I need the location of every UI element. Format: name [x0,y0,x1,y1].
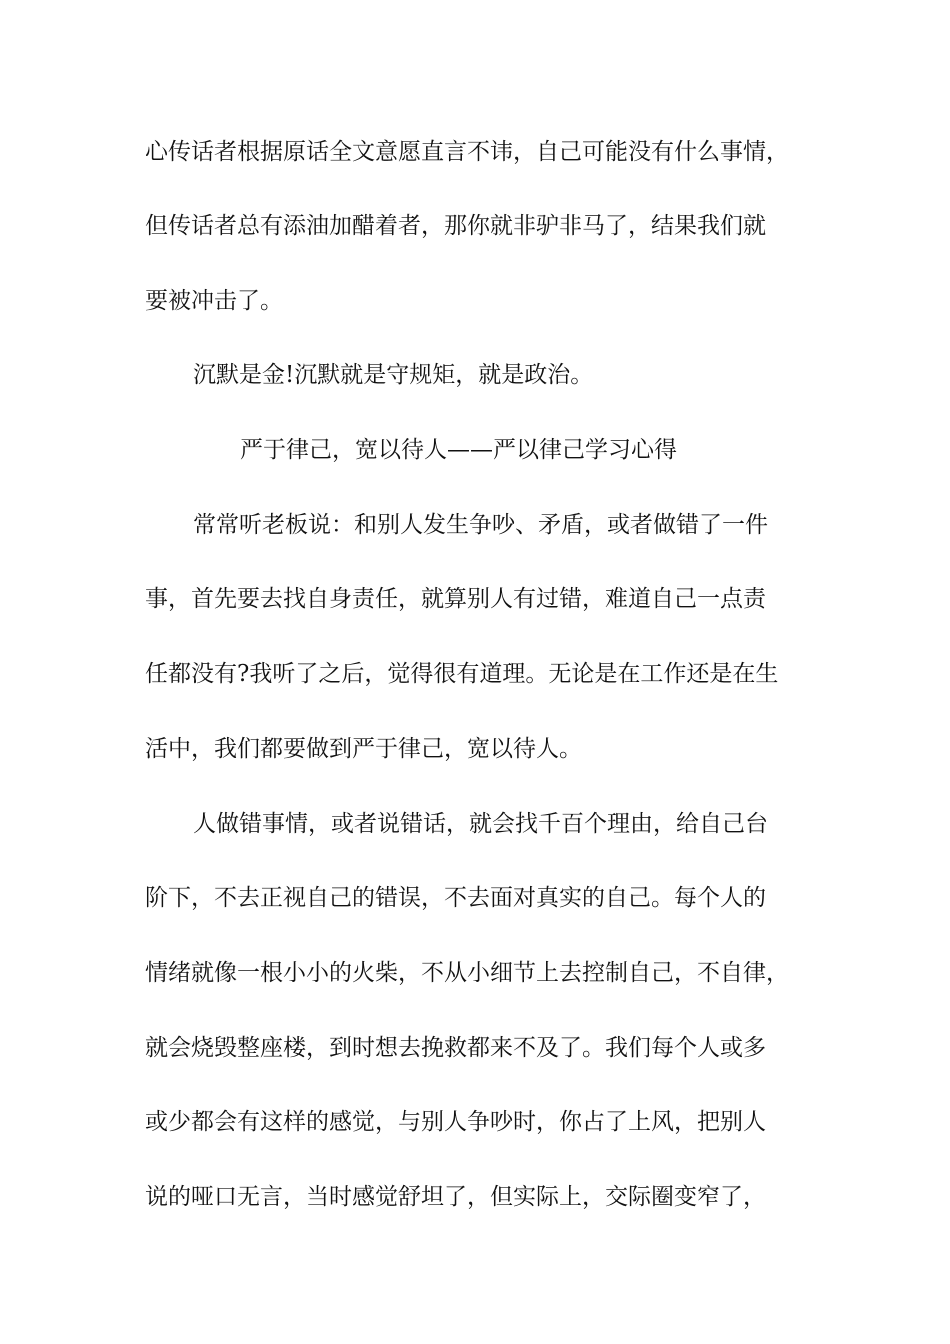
paragraph-line: 要被冲击了。 [145,288,283,314]
section-title: 严于律己，宽以待人——严以律己学习心得 [240,437,677,463]
paragraph-line: 说的哑口无言，当时感觉舒坦了，但实际上，交际圈变窄了， [145,1184,766,1210]
paragraph-line: 就会烧毁整座楼，到时想去挽救都来不及了。我们每个人或多 [145,1035,766,1061]
paragraph-line: 沉默是金!沉默就是守规矩，就是政治。 [193,362,594,388]
paragraph-line: 人做错事情，或者说错话，就会找千百个理由，给自己台 [193,811,768,837]
paragraph-line: 活中，我们都要做到严于律己，宽以待人。 [145,736,582,762]
paragraph-line: 任都没有?我听了之后，觉得很有道理。无论是在工作还是在生 [145,661,779,687]
paragraph-line: 但传话者总有添油加醋着者，那你就非驴非马了，结果我们就 [145,213,766,239]
paragraph-line: 或少都会有这样的感觉，与别人争吵时，你占了上风，把别人 [145,1109,766,1135]
paragraph-line: 事，首先要去找自身责任，就算别人有过错，难道自己一点责 [145,586,766,612]
paragraph-line: 阶下，不去正视自己的错误，不去面对真实的自己。每个人的 [145,885,766,911]
paragraph-line: 心传话者根据原话全文意愿直言不讳，自己可能没有什么事情， [145,139,789,165]
paragraph-line: 常常听老板说：和别人发生争吵、矛盾，或者做错了一件 [193,512,768,538]
paragraph-line: 情绪就像一根小小的火柴，不从小细节上去控制自己，不自律， [145,960,789,986]
